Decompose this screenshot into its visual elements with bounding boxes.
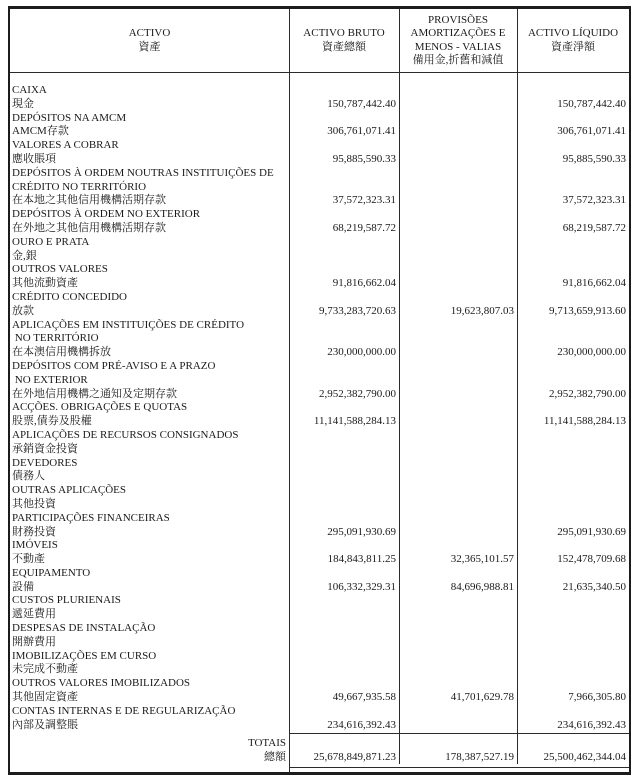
row-label-pt: IMOBILIZAÇÕES EM CURSO [12, 649, 157, 662]
table-row [10, 512, 629, 540]
amount-activo-bruto: 150,787,442.40 [327, 97, 396, 110]
amount-provisoes: 19,623,807.03 [450, 304, 514, 317]
amount-provisoes [399, 167, 517, 208]
totals-label-cn: 總額 [264, 750, 286, 763]
table-row [10, 539, 629, 567]
totals-row [10, 733, 629, 768]
amount-activo-bruto: 230,000,000.00 [327, 346, 396, 359]
row-label [10, 112, 289, 140]
row-label-pt: DESPESAS DE INSTALAÇÃO [12, 622, 156, 635]
column-divider-activo-bruto [289, 9, 290, 772]
header-provisoes-line3: MENOS - VALIAS [414, 40, 502, 53]
amount-activo-liquido: 9,713,659,913.60 [549, 304, 626, 317]
amount-activo-bruto: 68,219,587.72 [332, 221, 396, 234]
totals-label-pt: TOTAIS [247, 736, 286, 749]
row-label [10, 594, 289, 622]
row-label-cn: 開辦費用 [12, 635, 56, 648]
amount-activo-liquido: 230,000,000.00 [557, 346, 626, 359]
amount-activo-liquido [517, 484, 629, 512]
row-label-pt: EQUIPAMENTO [12, 566, 91, 579]
row-label-pt: APLICAÇÕES DE RECURSOS CONSIGNADOS [12, 428, 239, 441]
amount-activo-bruto: 91,816,662.04 [332, 277, 396, 290]
row-label-cn: 未完成不動產 [12, 663, 78, 676]
row-label [10, 567, 289, 595]
amount-activo-liquido: 7,966,305.80 [568, 691, 626, 704]
row-label-pt: CAIXA [12, 84, 47, 96]
table-row [10, 457, 629, 485]
row-label [10, 401, 289, 429]
row-label [10, 167, 289, 208]
row-label-pt: DEPÓSITOS À ORDEM NO EXTERIOR [12, 208, 201, 221]
amount-activo-bruto: 37,572,323.31 [332, 194, 396, 207]
row-label-pt: DEVEDORES [12, 456, 78, 469]
amount-activo-liquido: 150,787,442.40 [557, 97, 626, 110]
amount-provisoes [399, 139, 517, 167]
amount-provisoes [399, 705, 517, 733]
row-label [10, 236, 289, 264]
amount-activo-bruto [289, 594, 399, 622]
row-label-cn: 其他投資 [12, 497, 56, 510]
row-label [10, 263, 289, 291]
row-label-pt: PARTICIPAÇÕES FINANCEIRAS [12, 511, 170, 524]
row-label-cn: 其他流動資產 [12, 277, 78, 290]
amount-activo-liquido [517, 594, 629, 622]
row-label-pt: APLICAÇÕES EM INSTITUIÇÕES DE CRÉDITO [12, 318, 245, 331]
amount-activo-bruto: 295,091,930.69 [327, 525, 396, 538]
amount-activo-liquido: 152,478,709.68 [557, 553, 626, 566]
table-row [10, 360, 629, 401]
totals-label [10, 733, 289, 768]
amount-activo-bruto: 106,332,329.31 [327, 580, 396, 593]
header-provisoes-cn: 備用金,折舊和減值 [412, 53, 504, 66]
amount-activo-bruto: 306,761,071.41 [327, 125, 396, 138]
row-label [10, 705, 289, 733]
row-label [10, 677, 289, 705]
row-label [10, 360, 289, 401]
amount-provisoes [399, 112, 517, 140]
table-body [10, 73, 629, 733]
row-label-pt: CRÉDITO NO TERRITÓRIO [12, 180, 147, 193]
amount-activo-bruto [289, 236, 399, 264]
header-activo-pt: ACTIVO [128, 27, 171, 40]
row-label-cn: 設備 [12, 580, 34, 593]
row-label-pt: DEPÓSITOS COM PRÉ-AVISO E A PRAZO [12, 359, 216, 372]
row-label [10, 457, 289, 485]
row-label-cn: AMCM存款 [12, 125, 69, 138]
row-label-cn: 其他固定資產 [12, 691, 78, 704]
row-label [10, 139, 289, 167]
table-row [10, 401, 629, 429]
amount-activo-liquido: 306,761,071.41 [557, 125, 626, 138]
amount-provisoes [399, 84, 517, 112]
amount-provisoes [399, 650, 517, 678]
table-row [10, 112, 629, 140]
table-row [10, 291, 629, 319]
bottom-spacer [10, 768, 629, 772]
amount-activo-bruto [289, 650, 399, 678]
table-row [10, 705, 629, 733]
table-row [10, 84, 629, 112]
column-header-activo-liquido [517, 9, 629, 72]
amount-activo-bruto: 184,843,811.25 [327, 553, 396, 566]
header-bruto-pt: ACTIVO BRUTO [303, 27, 385, 40]
amount-activo-bruto [289, 457, 399, 485]
column-header-activo [10, 9, 289, 72]
table-row [10, 139, 629, 167]
row-label-cn: 應收賬項 [12, 152, 56, 165]
amount-activo-liquido: 2,952,382,790.00 [549, 387, 626, 400]
table-row [10, 167, 629, 208]
row-label-cn: 金,銀 [12, 249, 37, 262]
header-bruto-cn: 資產總額 [322, 40, 366, 53]
row-label-pt: DEPÓSITOS NA AMCM [12, 111, 127, 124]
header-activo-cn: 資產 [138, 40, 161, 53]
row-label [10, 622, 289, 650]
row-label-cn: 股票,債券及股權 [12, 415, 92, 428]
row-label [10, 84, 289, 112]
amount-provisoes [399, 594, 517, 622]
amount-provisoes [399, 622, 517, 650]
table-row [10, 236, 629, 264]
amount-activo-liquido: 37,572,323.31 [562, 194, 626, 207]
column-header-activo-bruto [289, 9, 399, 72]
amount-activo-liquido: 21,635,340.50 [562, 580, 626, 593]
row-label-pt: ACÇÕES. OBRIGAÇÕES E QUOTAS [12, 401, 188, 414]
amount-provisoes [399, 319, 517, 360]
row-label [10, 429, 289, 457]
header-liquido-pt: ACTIVO LÍQUIDO [527, 27, 619, 40]
amount-activo-bruto: 95,885,590.33 [332, 152, 396, 165]
row-label-pt: VALORES A COBRAR [12, 139, 119, 152]
amount-activo-liquido [517, 622, 629, 650]
row-label [10, 208, 289, 236]
amount-activo-bruto [289, 622, 399, 650]
row-label [10, 512, 289, 540]
row-label-cn: 放款 [12, 304, 34, 317]
amount-activo-liquido: 234,616,392.43 [557, 718, 626, 731]
header-liquido-cn: 資產淨額 [551, 40, 595, 53]
table-row [10, 677, 629, 705]
header-provisoes-line1: PROVISÕES [428, 13, 488, 26]
amount-activo-liquido [517, 650, 629, 678]
amount-provisoes: 32,365,101.57 [450, 553, 514, 566]
row-label-cn: 內部及調整賬 [12, 718, 78, 731]
row-label-cn: 在外地信用機構之通知及定期存款 [12, 387, 177, 400]
row-label [10, 484, 289, 512]
amount-provisoes [399, 429, 517, 457]
amount-activo-liquido: 11,141,588,284.13 [543, 415, 626, 428]
row-label-cn: 財務投資 [12, 525, 56, 538]
column-divider-provisoes-liquido [517, 9, 518, 764]
row-label-pt: NO EXTERIOR [12, 373, 88, 386]
row-label-pt: CRÉDITO CONCEDIDO [12, 290, 127, 303]
row-label-pt: CUSTOS PLURIENAIS [12, 594, 121, 607]
totals-top-border [289, 733, 629, 734]
row-label-pt: OUTROS VALORES [12, 263, 108, 276]
table-row [10, 567, 629, 595]
column-header-provisoes [399, 9, 517, 72]
row-label [10, 539, 289, 567]
table-row [10, 208, 629, 236]
amount-provisoes [399, 236, 517, 264]
row-label-cn: 現金 [12, 97, 34, 110]
table-row [10, 319, 629, 360]
row-label-pt: NO TERRITÓRIO [12, 332, 99, 345]
row-label [10, 319, 289, 360]
row-label-pt: OURO E PRATA [12, 235, 90, 248]
totals-bottom-border [289, 767, 629, 768]
table-row [10, 484, 629, 512]
amount-provisoes: 41,701,629.78 [450, 691, 514, 704]
amount-activo-liquido: 295,091,930.69 [557, 525, 626, 538]
amount-activo-liquido [517, 236, 629, 264]
row-label-cn: 在外地之其他信用機構活期存款 [12, 221, 166, 234]
amount-provisoes [399, 401, 517, 429]
table-row [10, 622, 629, 650]
header-provisoes-line2: AMORTIZAÇÕES E [410, 27, 506, 40]
row-label-cn: 在本澳信用機構拆放 [12, 346, 111, 359]
amount-activo-liquido: 91,816,662.04 [562, 277, 626, 290]
totals-amount-liquido: 25,500,462,344.04 [543, 751, 626, 764]
totals-amount-provisoes: 178,387,527.19 [445, 751, 514, 764]
row-label-pt: DEPÓSITOS À ORDEM NOUTRAS INSTITUIÇÕES DE [12, 166, 274, 179]
row-label-pt: OUTROS VALORES IMOBILIZADOS [12, 677, 191, 690]
row-label-pt: CONTAS INTERNAS E DE REGULARIZAÇÃO [12, 704, 236, 717]
amount-provisoes [399, 360, 517, 401]
amount-provisoes [399, 208, 517, 236]
row-label-cn: 在本地之其他信用機構活期存款 [12, 194, 166, 207]
amount-provisoes [399, 457, 517, 485]
amount-activo-liquido [517, 429, 629, 457]
row-label-cn: 遞延費用 [12, 608, 56, 621]
row-label-pt: IMÓVEIS [12, 539, 58, 552]
amount-activo-bruto [289, 429, 399, 457]
amount-provisoes: 84,696,988.81 [450, 580, 514, 593]
row-label-cn: 債務人 [12, 470, 45, 483]
assets-balance-table [8, 6, 631, 775]
table-row [10, 263, 629, 291]
amount-activo-bruto [289, 484, 399, 512]
amount-activo-liquido: 95,885,590.33 [562, 152, 626, 165]
amount-activo-bruto: 11,141,588,284.13 [313, 415, 396, 428]
table-header [10, 9, 629, 73]
amount-provisoes [399, 484, 517, 512]
row-label-cn: 承銷資金投資 [12, 442, 78, 455]
table-row [10, 429, 629, 457]
table-row [10, 594, 629, 622]
amount-activo-bruto: 9,733,283,720.63 [319, 304, 396, 317]
row-label-pt: OUTRAS APLICAÇÕES [12, 484, 126, 497]
amount-activo-bruto: 234,616,392.43 [327, 718, 396, 731]
column-divider-bruto-provisoes [399, 9, 400, 764]
totals-amount-bruto: 25,678,849,871.23 [313, 751, 396, 764]
amount-activo-bruto: 49,667,935.58 [332, 691, 396, 704]
amount-activo-bruto: 2,952,382,790.00 [319, 387, 396, 400]
table-row [10, 650, 629, 678]
amount-provisoes [399, 512, 517, 540]
amount-activo-liquido: 68,219,587.72 [562, 221, 626, 234]
row-label [10, 291, 289, 319]
amount-provisoes [399, 263, 517, 291]
amount-activo-liquido [517, 457, 629, 485]
row-label-cn: 不動產 [12, 553, 45, 566]
row-label [10, 650, 289, 678]
